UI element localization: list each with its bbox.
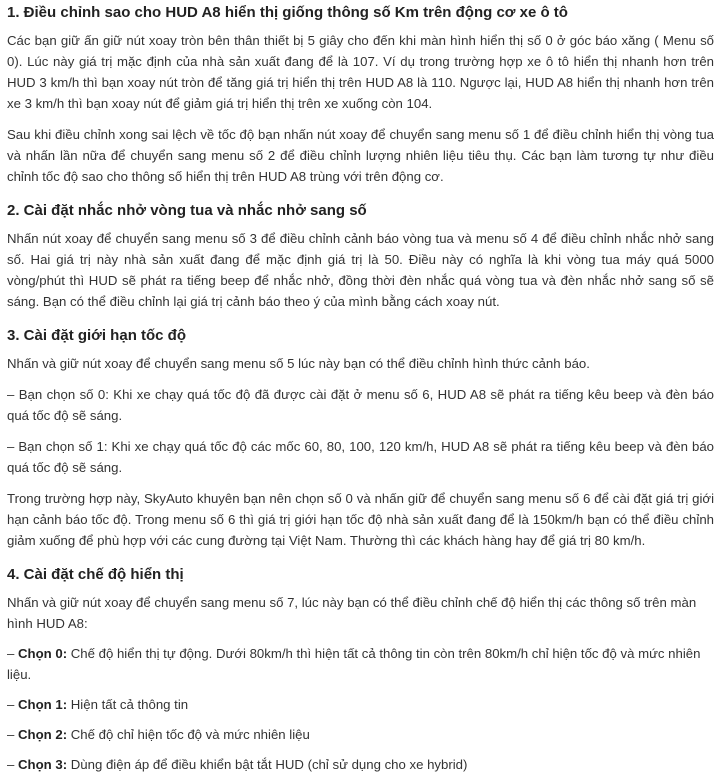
- section-heading: 4. Cài đặt chế độ hiển thị: [7, 566, 184, 583]
- paragraph: Nhấn nút xoay để chuyển sang menu số 3 để điều chỉnh cảnh báo vòng tua và menu số 4 để điều chỉnh nhắc nhở sang số. Hai giá trị này nhà sản xuất đang để mặc định giá trị là 50. Điều này có nghĩa là khi vòng tua máy quá 5000 vòng/phút thì HUD sẽ phát ra tiếng beep để nhắc nhở, đồng thời đèn nhắc quá vòng tua và đèn nhắc nhở sang số sẽ sáng. Bạn có thể điều chỉnh lại giá trị cảnh báo theo ý của mình bằng cách xoay nút.: [7, 231, 714, 309]
- paragraph: Sau khi điều chỉnh xong sai lệch về tốc độ bạn nhấn nút xoay để chuyển sang menu số 1 để điều chỉnh hiển thị vòng tua và nhấn lần nữa để chuyển sang menu số 2 để điều chỉnh lượng nhiên liệu tiêu thụ. Các bạn làm tương tự như điều chỉnh tốc độ sao cho thông số hiển thị trên HUD A8 trùng với trên động cơ.: [7, 127, 714, 184]
- section-display-mode: [7, 565, 714, 775]
- option-item: [7, 694, 714, 715]
- option-dash: –: [7, 727, 15, 742]
- option-label: Chọn 0:: [18, 646, 68, 661]
- paragraph: Nhấn và giữ nút xoay để chuyển sang menu số 7, lúc này bạn có thể điều chỉnh chế độ hiển thị các thông số trên màn hình HUD A8:: [7, 595, 697, 631]
- option-label: Chọn 3:: [18, 757, 68, 772]
- option-text: Dùng điện áp để điều khiển bật tắt HUD (chỉ sử dụng cho xe hybrid): [70, 757, 468, 772]
- option-text: Hiện tất cả thông tin: [70, 697, 189, 712]
- option-item: [7, 754, 714, 775]
- paragraph: Nhấn và giữ nút xoay để chuyển sang menu số 5 lúc này bạn có thể điều chỉnh hình thức cảnh báo.: [7, 356, 590, 371]
- section-speed-limit: [7, 326, 714, 551]
- option-dash: –: [7, 646, 15, 661]
- section-speed-calibration: [7, 3, 714, 187]
- section-heading: 1. Điều chỉnh sao cho HUD A8 hiển thị giống thông số Km trên động cơ xe ô tô: [7, 4, 568, 21]
- article-body: [0, 3, 720, 772]
- option-item: [7, 724, 714, 745]
- paragraph: – Bạn chọn số 1: Khi xe chạy quá tốc độ các mốc 60, 80, 100, 120 km/h, HUD A8 sẽ phát ra tiếng kêu beep và đèn báo quá tốc độ sẽ sáng.: [7, 439, 714, 475]
- option-text: Chế độ hiển thị tự động. Dưới 80km/h thì hiện tất cả thông tin còn trên 80km/h chỉ hiện tốc độ và mức nhiên liệu.: [7, 646, 701, 682]
- section-heading: 2. Cài đặt nhắc nhở vòng tua và nhắc nhở sang số: [7, 202, 367, 219]
- option-text: Chế độ chỉ hiện tốc độ và mức nhiên liệu: [70, 727, 310, 742]
- option-item: [7, 643, 714, 685]
- paragraph: – Bạn chọn số 0: Khi xe chạy quá tốc độ đã được cài đặt ở menu số 6, HUD A8 sẽ phát ra tiếng kêu beep và đèn báo quá tốc độ sẽ sáng.: [7, 387, 714, 423]
- option-dash: –: [7, 757, 15, 772]
- option-dash: –: [7, 697, 15, 712]
- section-heading: 3. Cài đặt giới hạn tốc độ: [7, 327, 187, 344]
- option-label: Chọn 2:: [18, 727, 68, 742]
- option-label: Chọn 1:: [18, 697, 68, 712]
- section-rpm-shift-reminder: [7, 201, 714, 312]
- paragraph: Trong trường hợp này, SkyAuto khuyên bạn nên chọn số 0 và nhấn giữ để chuyển sang menu số 6 để cài đặt giá trị giới hạn cảnh báo tốc độ. Trong menu số 6 thì giá trị giới hạn tốc độ nhà sản xuất đang để là 150km/h bạn có thể điều chỉnh giảm xuống để phù hợp với các cung đường tại Việt Nam. Thường thì các khách hàng hay để giá trị 80 km/h.: [7, 491, 714, 548]
- paragraph: Các bạn giữ ấn giữ nút xoay tròn bên thân thiết bị 5 giây cho đến khi màn hình hiển thị số 0 ở góc báo xăng ( Menu số 0). Lúc này giá trị mặc định của nhà sản xuất đang để là 107. Ví dụ trong trường hợp xe ô tô hiển thị nhanh hơn trên HUD 3 km/h thì bạn xoay nút tròn để tăng giá trị hiển thị trên HUD A8 là 110. Ngược lại, HUD A8 hiển thị nhanh hơn trên xe 3 km/h thì bạn xoay nút để giảm giá trị hiển thị trên xe xuống còn 104.: [7, 33, 714, 111]
